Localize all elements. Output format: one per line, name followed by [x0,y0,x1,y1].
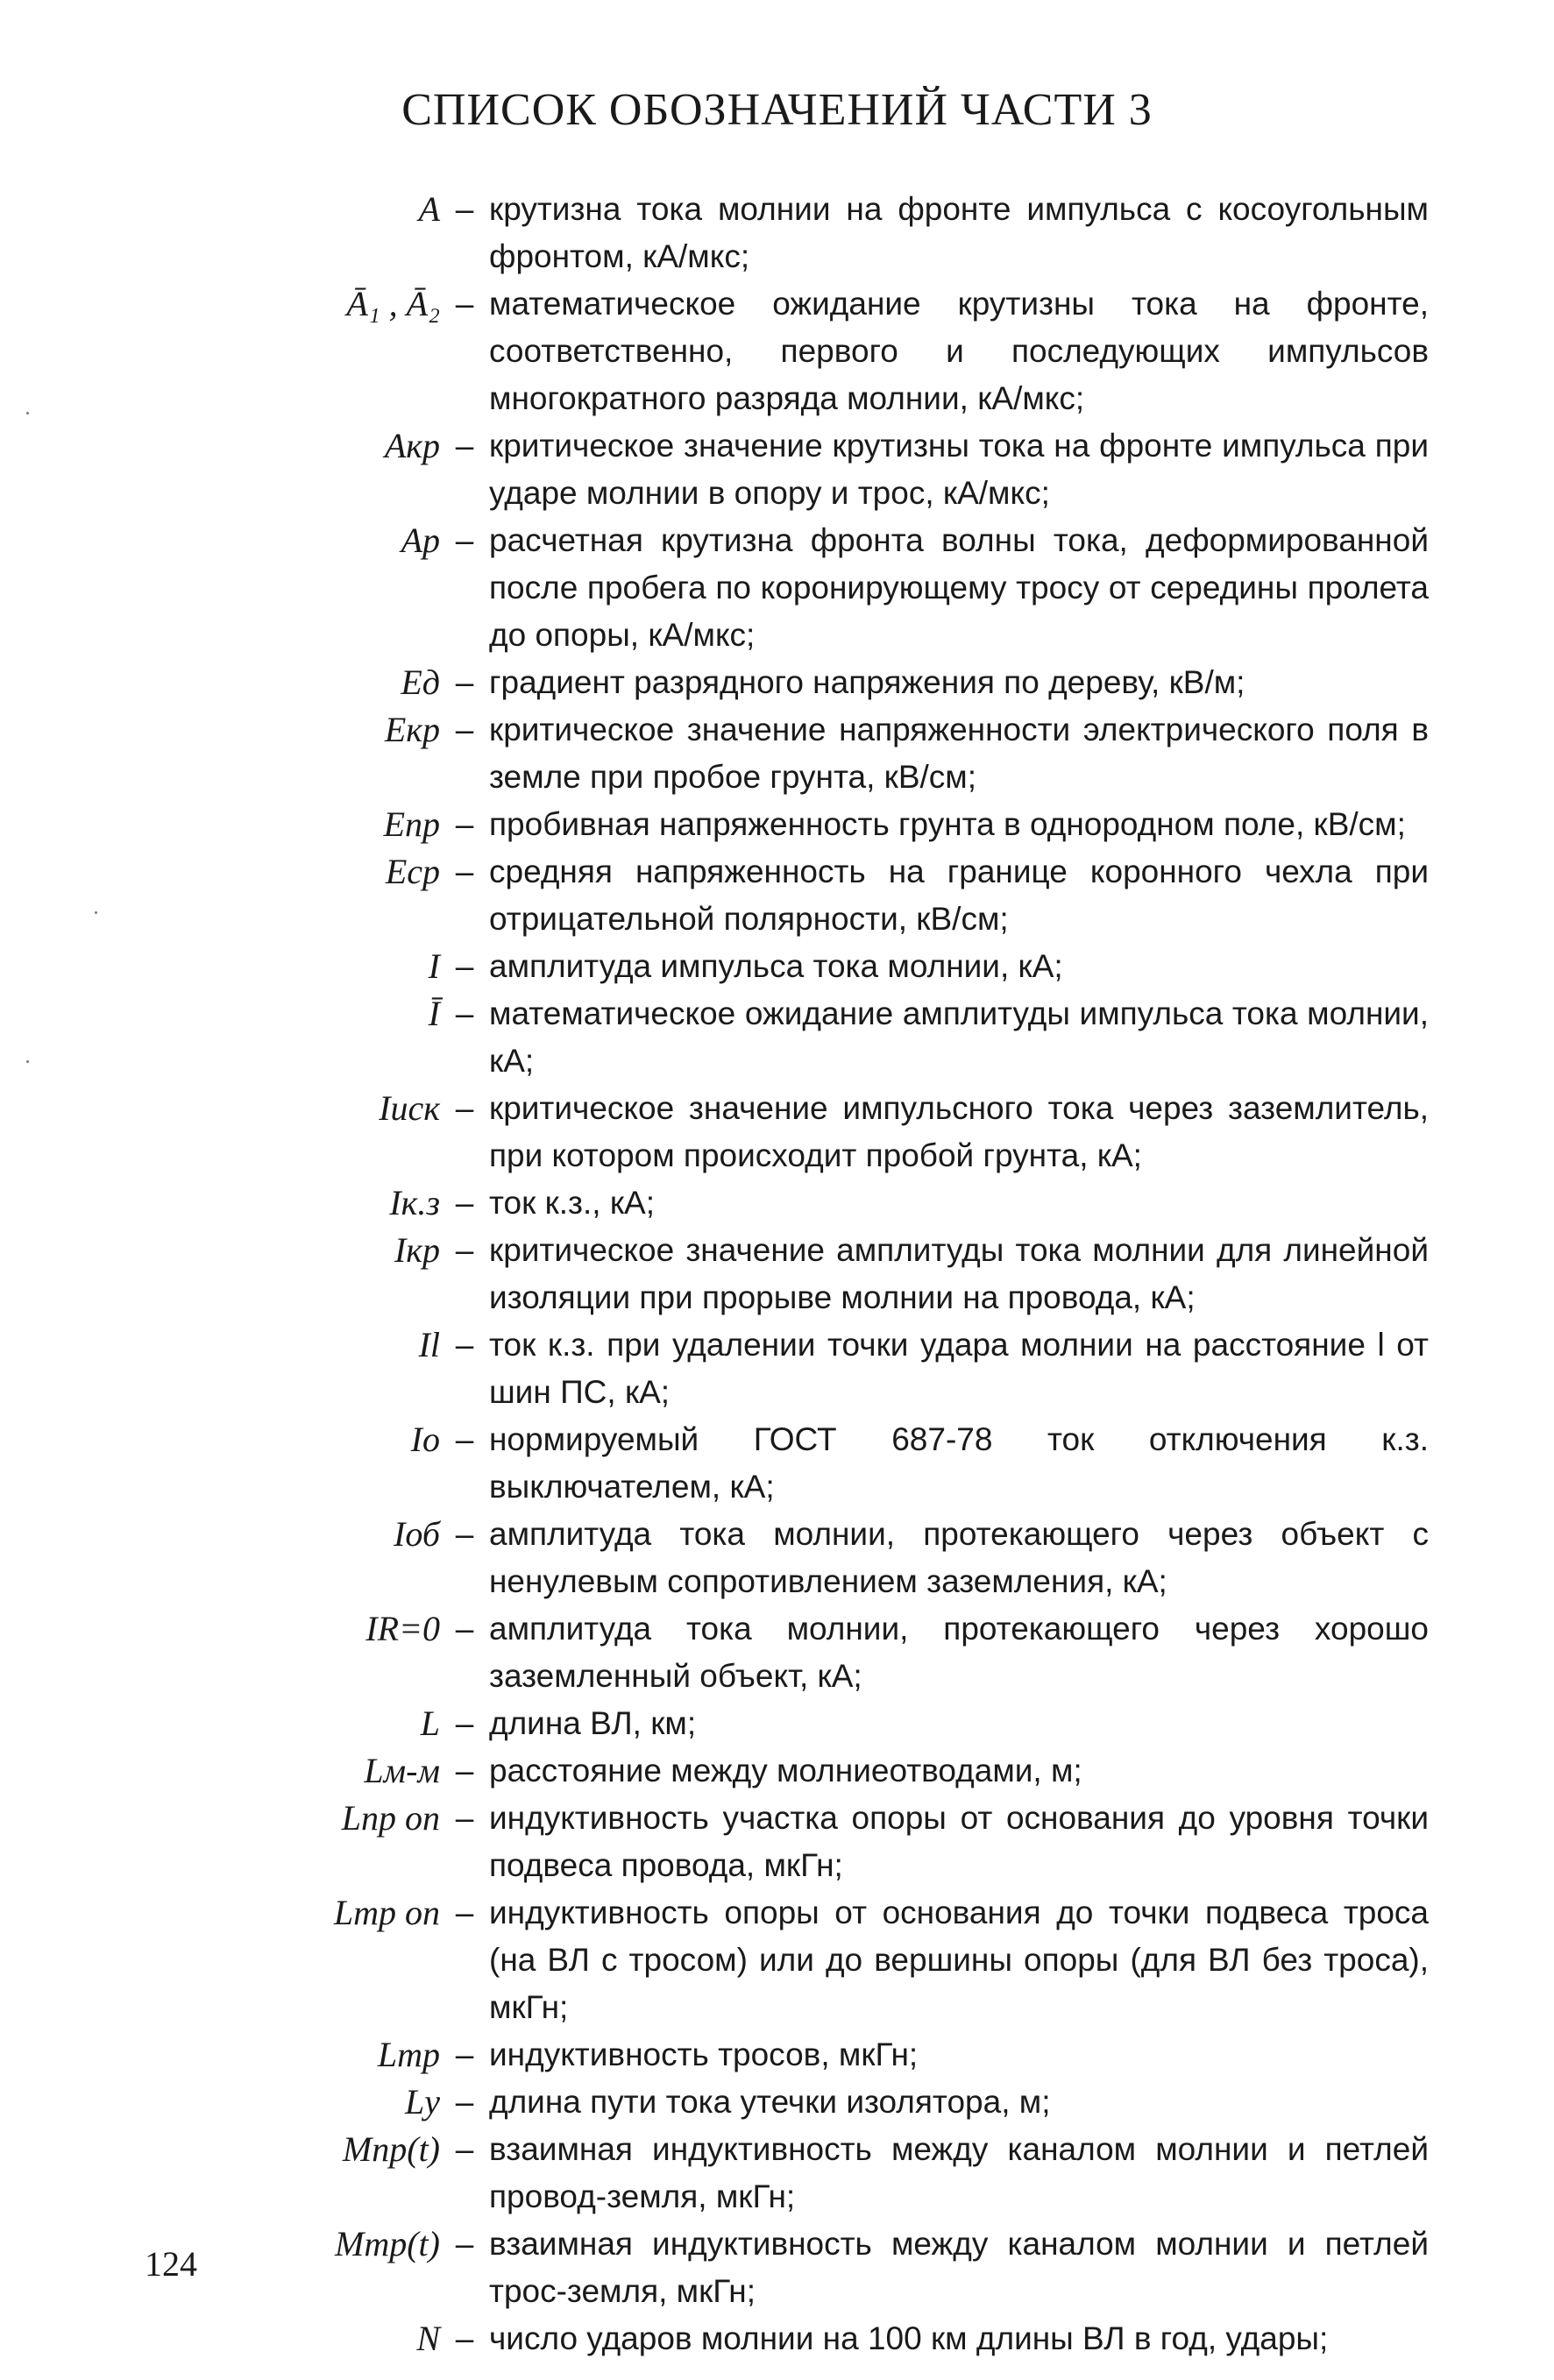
entry-text: критическое значение амплитуды тока молнии для линейной изоляции при прорыве молнии на провода, кА; [489,1232,1429,1315]
entry-text: длина пути тока утечки изолятора, м; [489,2084,1051,2120]
entry-symbol: Mтр(t) [335,2224,440,2263]
entry-dash: – [455,806,474,842]
scan-speck [26,1060,29,1063]
entry-text: амплитуда тока молнии, протекающего через хорошо заземленный объект, кА; [489,1611,1429,1694]
entry-text: критическое значение крутизны тока на фронте импульса при ударе молнии в опору и трос, кА/мкс; [489,428,1429,511]
entry-dash: – [455,854,474,889]
entry-text: критическое значение напряженности электрического поля в земле при пробое грунта, кВ/см; [489,712,1429,795]
entry-dash: – [455,2036,474,2072]
entry-dash: – [455,995,474,1031]
entry-symbol: Iиск [379,1088,440,1128]
notation-entry [289,990,1429,1085]
notation-entry [289,2079,1429,2126]
entry-symbol: Eд [401,662,440,702]
entry-text: математическое ожидание крутизны тока на фронте, соответственно, первого и последующих импульсов многократного разряда молнии, кА/мкс; [489,286,1429,416]
notation-entry [289,706,1429,801]
entry-symbol: Lм-м [364,1751,440,1790]
entry-text: расчетная крутизна фронта волны тока, деформированной после пробега по коронирующему тросу от середины пролета до опоры, кА/мкс; [489,522,1429,653]
entry-symbol: Iкр [394,1230,440,1270]
entry-text: число ударов молнии на 100 км длины ВЛ в год, удары; [489,2320,1329,2356]
notation-entry [289,1227,1429,1321]
notation-entry [289,1085,1429,1179]
entry-symbol: Eср [385,852,440,891]
notation-entry [289,1416,1429,1511]
entry-dash: – [455,2226,474,2262]
entry-dash: – [455,1705,474,1741]
notation-entry [289,422,1429,517]
notation-entry [289,1747,1429,1795]
entry-dash: – [455,1895,474,1930]
notation-entry [289,801,1429,848]
entry-text: пробивная напряженность грунта в однородном поле, кВ/см; [489,806,1406,842]
notation-entry [289,659,1429,706]
notation-entry [289,1179,1429,1227]
entry-symbol: Ī [428,994,440,1033]
notation-entry [289,2315,1429,2362]
notation-entry [289,2221,1429,2315]
notation-entry [289,848,1429,943]
entry-symbol: Eкр [384,710,440,749]
entry-dash: – [455,191,474,227]
notation-entry [289,1700,1429,1747]
entry-symbol: Lтр [377,2035,440,2074]
entry-symbol: Iк.з [389,1183,440,1222]
notation-list [289,186,1429,2362]
entry-symbol: Iо [410,1420,440,1459]
entry-text: длина ВЛ, км; [489,1705,697,1741]
entry-dash: – [455,948,474,984]
notation-entry [289,2126,1429,2221]
notation-entry [289,1511,1429,1605]
entry-dash: – [455,1090,474,1126]
notation-entry [289,1795,1429,1889]
notation-entry [289,280,1429,422]
entry-dash: – [455,712,474,747]
entry-symbol: A [418,189,440,229]
page-title: СПИСОК ОБОЗНАЧЕНИЙ ЧАСТИ 3 [401,85,1153,135]
entry-dash: – [455,428,474,464]
entry-dash: – [455,1800,474,1836]
scan-speck [95,911,97,914]
entry-symbol: Lтр оп [333,1893,440,1932]
entry-symbol: N [416,2319,440,2358]
entry-text: нормируемый ГОСТ 687-78 ток отключения к.з. выключателем, кА; [489,1421,1429,1505]
page-number: 124 [145,2244,197,2284]
entry-symbol: I [428,946,440,986]
entry-dash: – [455,1421,474,1457]
notation-entry [289,517,1429,659]
entry-dash: – [455,2131,474,2167]
entry-symbol: Mпр(t) [342,2129,440,2169]
entry-text: взаимная индуктивность между каналом молнии и петлей провод-земля, мкГн; [489,2131,1429,2214]
entry-text: амплитуда тока молнии, протекающего через объект с ненулевым сопротивлением заземления, кА; [489,1516,1429,1599]
entry-symbol: Il [418,1325,440,1364]
notation-entry [289,1889,1429,2031]
entry-symbol: Iоб [394,1514,440,1554]
notation-entry [289,943,1429,990]
entry-dash: – [455,1327,474,1363]
scan-speck [26,412,29,414]
entry-text: градиент разрядного напряжения по дереву, кВ/м; [489,664,1245,700]
entry-symbol: Ā₁ , Ā₂ [346,284,440,323]
notation-entry [289,1321,1429,1416]
entry-dash: – [455,664,474,700]
entry-dash: – [455,522,474,558]
entry-symbol: Aр [401,521,440,560]
entry-symbol: Eпр [383,804,440,844]
entry-text: критическое значение импульсного тока через заземлитель, при котором происходит пробой грунта, кА; [489,1090,1429,1173]
entry-dash: – [455,2320,474,2356]
entry-dash: – [455,1611,474,1647]
entry-symbol: L [420,1704,440,1743]
entry-symbol: Lпр оп [341,1798,440,1838]
entry-dash: – [455,286,474,322]
entry-text: индуктивность участка опоры от основания до уровня точки подвеса провода, мкГн; [489,1800,1429,1883]
entry-text: расстояние между молниеотводами, м; [489,1753,1082,1789]
entry-symbol: Lу [405,2082,440,2121]
notation-entry [289,1605,1429,1700]
notation-entry [289,186,1429,280]
entry-text: математическое ожидание амплитуды импульса тока молнии, кА; [489,995,1429,1079]
entry-symbol: IR=0 [365,1609,440,1648]
entry-text: индуктивность опоры от основания до точки подвеса троса (на ВЛ с тросом) или до вершины опоры (для ВЛ без троса), мкГн; [489,1895,1429,2025]
entry-text: амплитуда импульса тока молнии, кА; [489,948,1063,984]
entry-text: средняя напряженность на границе коронного чехла при отрицательной полярности, кВ/см; [489,854,1429,937]
entry-text: взаимная индуктивность между каналом молнии и петлей трос-земля, мкГн; [489,2226,1429,2309]
entry-text: крутизна тока молнии на фронте импульса с косоугольным фронтом, кА/мкс; [489,191,1429,274]
entry-dash: – [455,1185,474,1221]
entry-dash: – [455,2084,474,2120]
entry-text: индуктивность тросов, мкГн; [489,2036,919,2072]
entry-dash: – [455,1753,474,1789]
entry-dash: – [455,1516,474,1552]
entry-symbol: Aкр [384,426,440,465]
entry-text: ток к.з. при удалении точки удара молнии на расстояние l от шин ПС, кА; [489,1327,1429,1410]
notation-entry [289,2031,1429,2079]
entry-dash: – [455,1232,474,1268]
entry-text: ток к.з., кА; [489,1185,655,1221]
